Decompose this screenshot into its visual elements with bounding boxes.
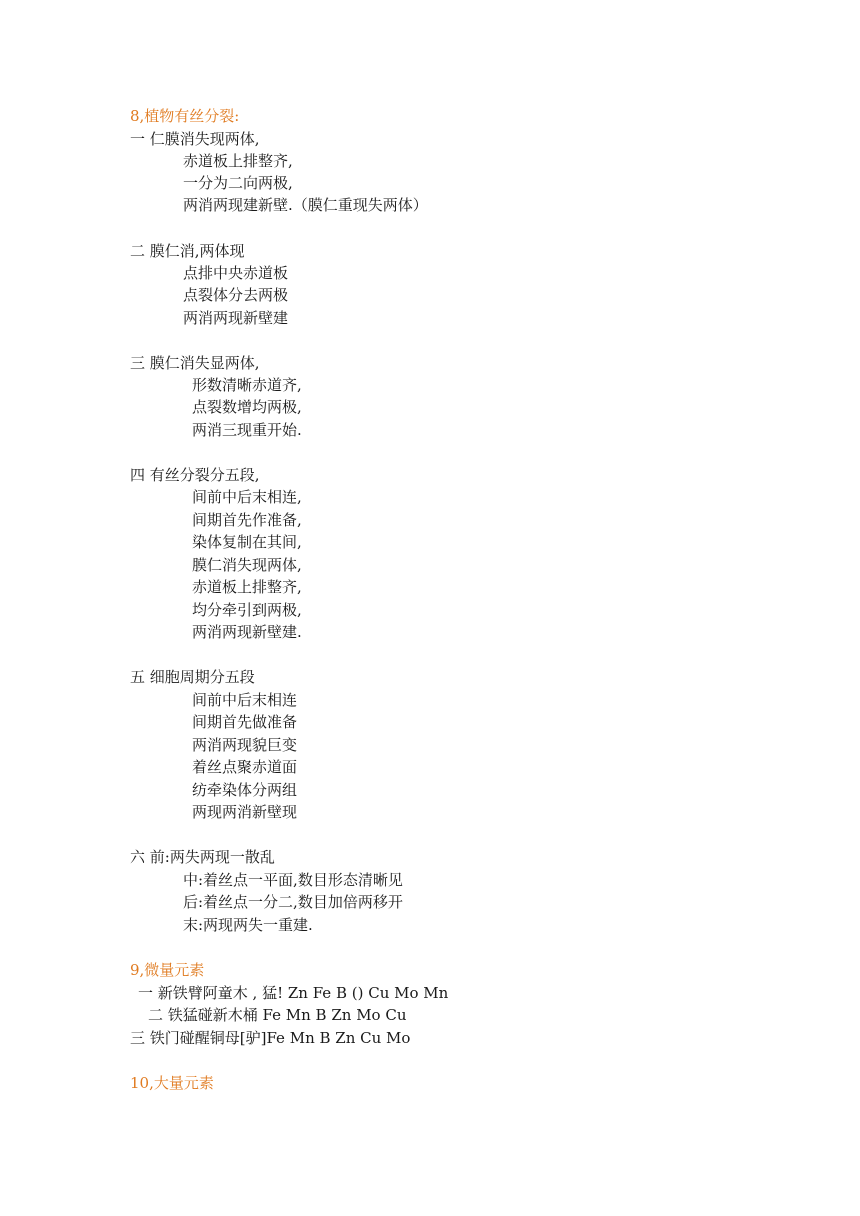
- verse-line: 着丝点聚赤道面: [192, 758, 298, 776]
- verse-line: 两消两现新壁建: [183, 309, 289, 327]
- verse-line: 两现两消新壁现: [192, 803, 298, 821]
- verse-line: 中:着丝点一平面,数目形态清晰见: [183, 871, 403, 889]
- verse-line: 间前中后末相连,: [192, 488, 302, 506]
- verse-line: 点裂数增均两极,: [192, 398, 302, 416]
- verse-line: 形数清晰赤道齐,: [192, 376, 302, 394]
- verse-line: 末:两现两失一重建.: [183, 916, 313, 934]
- section-10-heading: 10,大量元素: [130, 1074, 214, 1092]
- section-9-heading: 9,微量元素: [130, 961, 205, 979]
- verse-line: 点裂体分去两极: [183, 286, 289, 304]
- verse-line: 后:着丝点一分二,数目加倍两移开: [183, 893, 403, 911]
- verse-line: 纺牵染体分两组: [192, 781, 298, 799]
- verse-line: 均分牵引到两极,: [192, 601, 302, 619]
- verse-line: 三 膜仁消失显两体,: [130, 354, 260, 372]
- verse-line: 一分为二向两极,: [183, 174, 293, 192]
- verse-line: 染体复制在其间,: [192, 533, 302, 551]
- verse-line: 一 新铁臂阿童木 , 猛! Zn Fe B () Cu Mo Mn: [138, 984, 449, 1002]
- section-8-heading: 8,植物有丝分裂:: [130, 107, 240, 125]
- verse-line: 二 膜仁消,两体现: [130, 242, 245, 260]
- verse-line: 间期首先作准备,: [192, 511, 302, 529]
- verse-line: 膜仁消失现两体,: [192, 556, 302, 574]
- verse-line: 五 细胞周期分五段: [130, 668, 255, 686]
- verse-line: 二 铁猛碰新木桶 Fe Mn B Zn Mo Cu: [148, 1006, 407, 1024]
- verse-line: 六 前:两失两现一散乱: [130, 848, 275, 866]
- verse-line: 两消三现重开始.: [192, 421, 302, 439]
- verse-line: 两消两现新壁建.: [192, 623, 302, 641]
- verse-line: 点排中央赤道板: [183, 264, 289, 282]
- verse-line: 间前中后末相连: [192, 691, 298, 709]
- verse-line: 三 铁门碰醒铜母[驴]Fe Mn B Zn Cu Mo: [130, 1029, 411, 1047]
- verse-line: 赤道板上排整齐,: [192, 578, 302, 596]
- verse-line: 两消两现建新壁.（膜仁重现失两体）: [183, 196, 428, 214]
- verse-line: 两消两现貌巨变: [192, 736, 298, 754]
- verse-line: 间期首先做准备: [192, 713, 298, 731]
- verse-line: 赤道板上排整齐,: [183, 152, 293, 170]
- verse-line: 四 有丝分裂分五段,: [130, 466, 260, 484]
- verse-line: 一 仁膜消失现两体,: [130, 130, 260, 148]
